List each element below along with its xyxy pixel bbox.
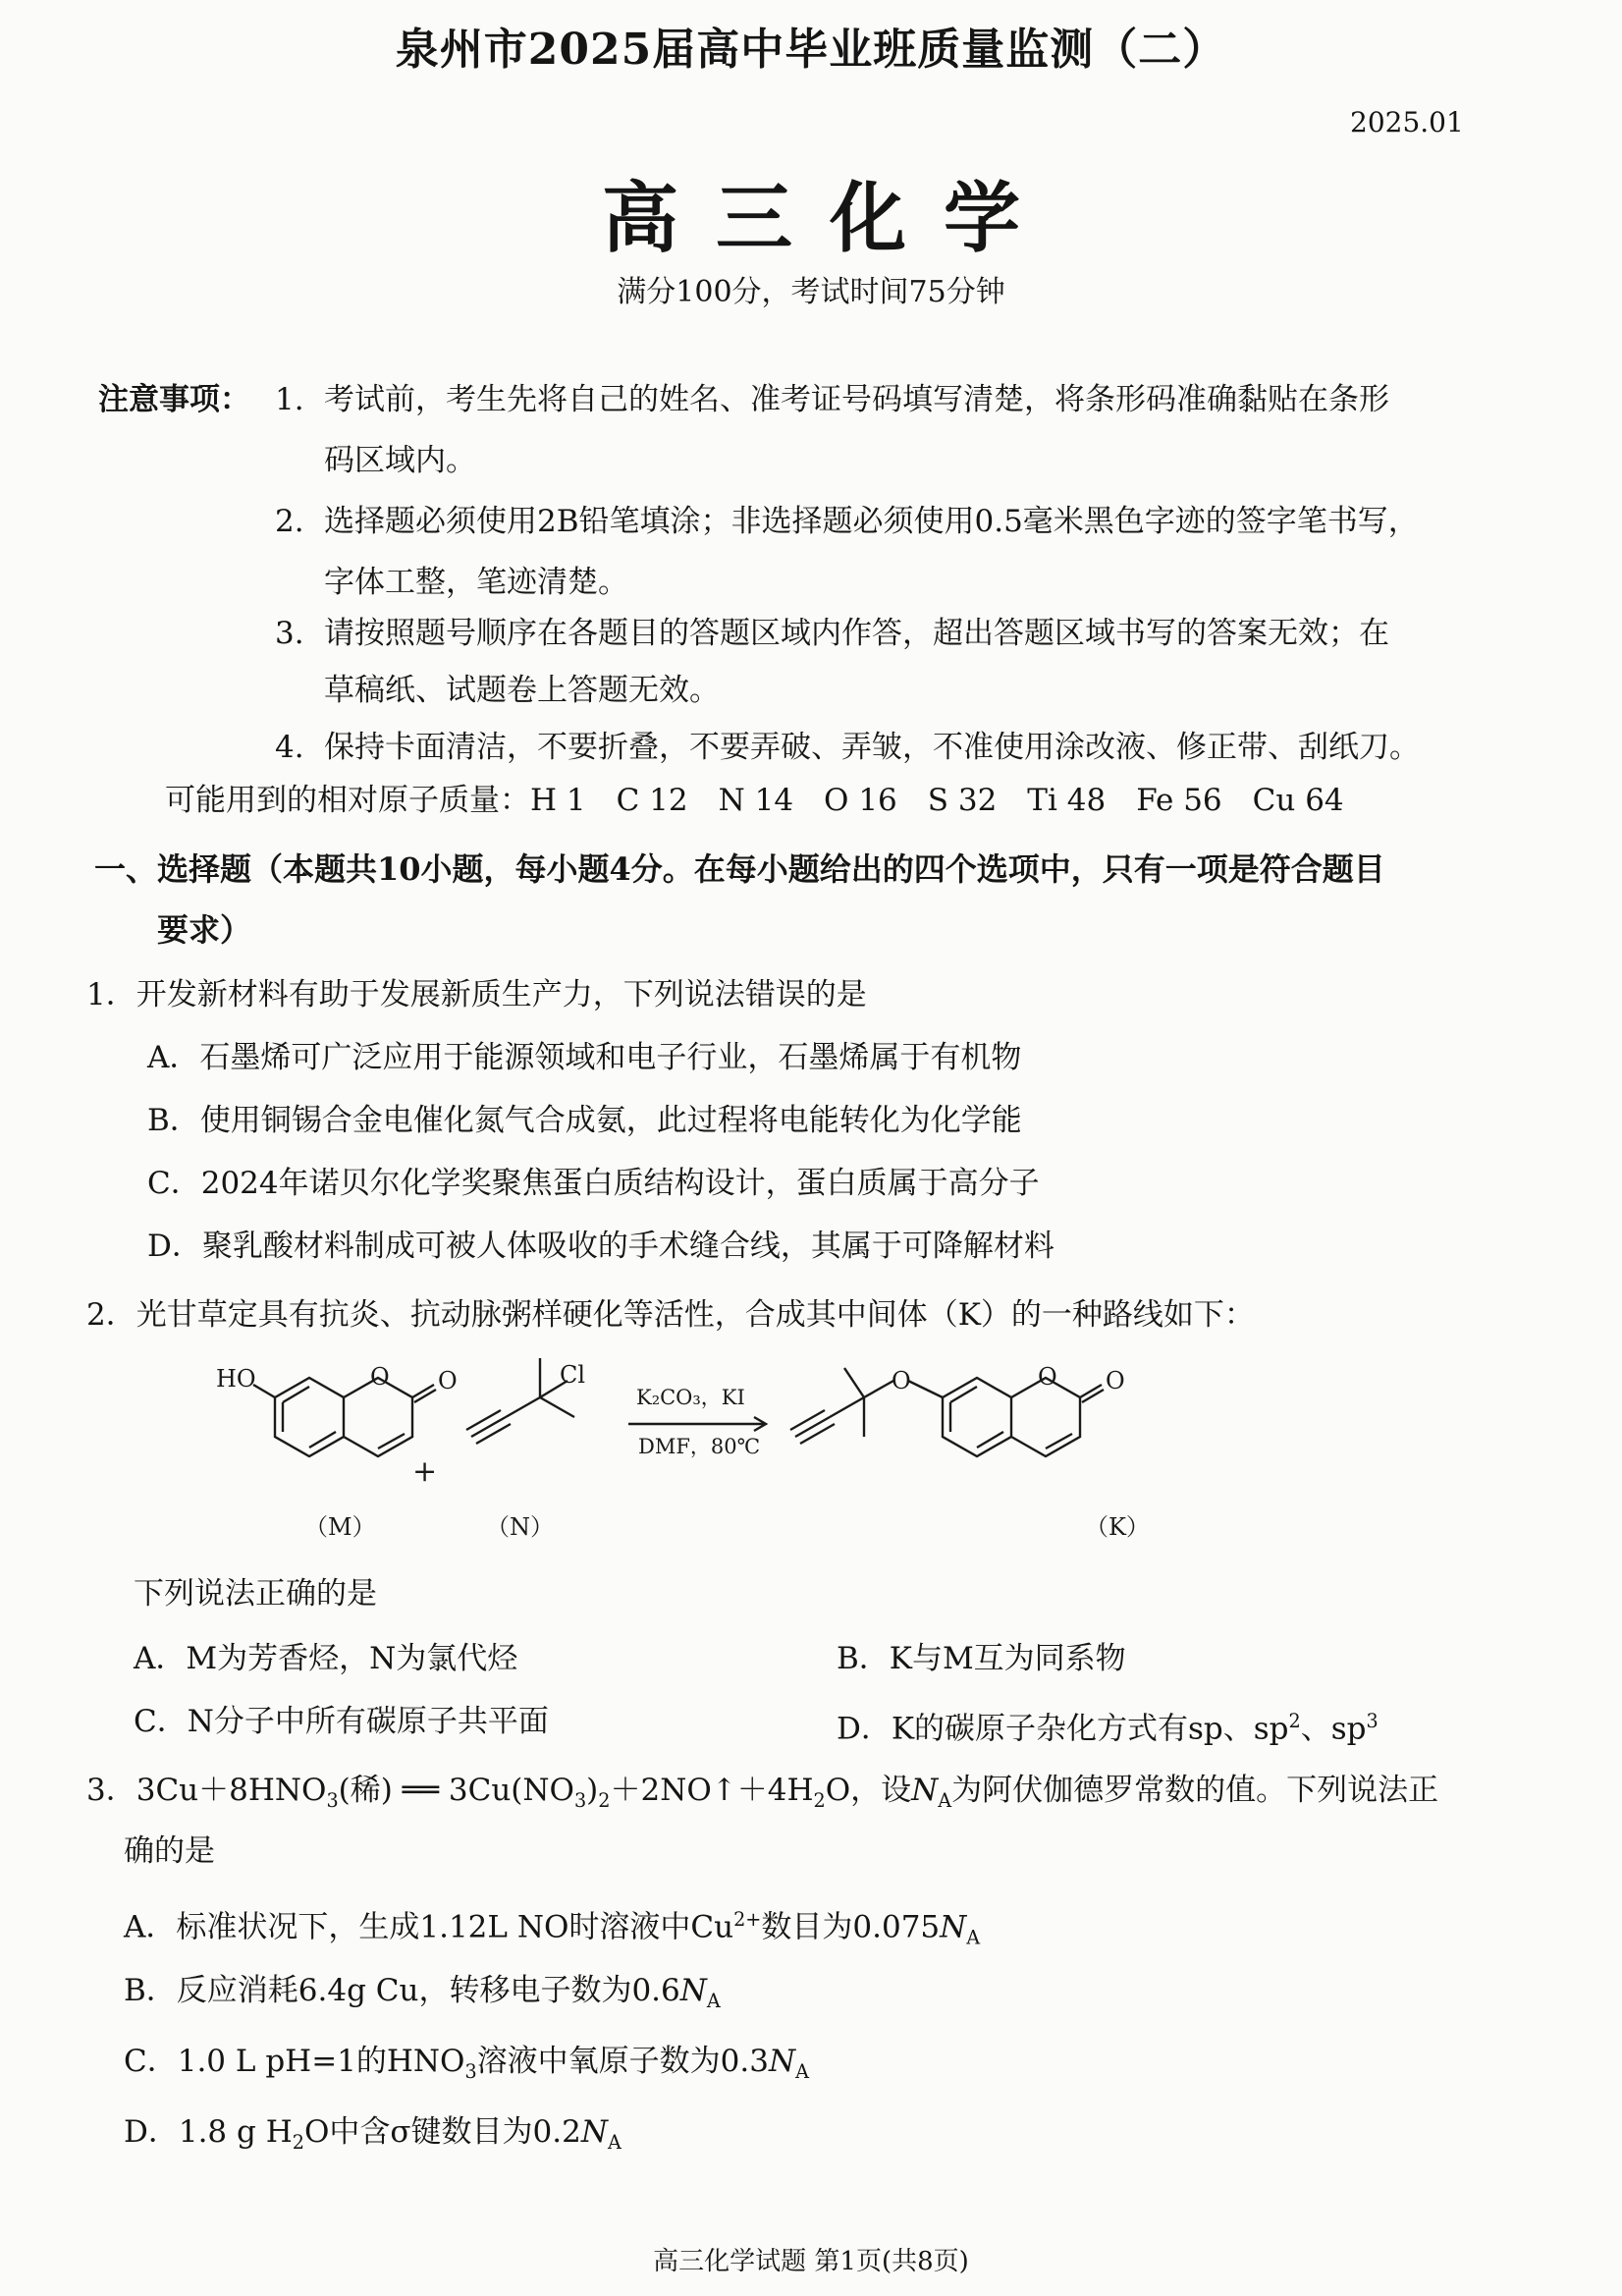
section-heading: 一、选择题（本题共10小题，每小题4分。在每小题给出的四个选项中，只有一项是符合题目 <box>94 850 1385 888</box>
q1-option-c: C．2024年诺贝尔化学奖聚焦蛋白质结构设计，蛋白质属于高分子 <box>147 1166 1040 1201</box>
q1-option-d: D．聚乳酸材料制成可被人体吸收的手术缝合线，其属于可降解材料 <box>147 1229 1054 1264</box>
q2-reaction-scheme <box>216 1343 1414 1569</box>
note-2-num: 2. <box>275 504 304 539</box>
q2-option-a: A．M为芳香烃，N为氯代烃 <box>134 1641 518 1676</box>
label-m: （M） <box>304 1513 376 1541</box>
condition-top: K₂CO₃，KI <box>636 1386 745 1409</box>
q2-option-d: D．K的碳原子杂化方式有sp、$sp^2$、$sp^3$ <box>837 1710 1379 1747</box>
q3-option-d: D．1.8 g $H_2O$中含σ键数目为$0.2N_A$ <box>124 2114 622 2155</box>
q2-stem: 2．光甘草定具有抗炎、抗动脉粥样硬化等活性，合成其中间体（K）的一种路线如下： <box>86 1297 1255 1333</box>
q1-option-b: B．使用铜锡合金电催化氮气合成氨，此过程将电能转化为化学能 <box>147 1103 1022 1138</box>
q3-option-a: A．标准状况下，生成1.12L NO时溶液中$Cu^{2+}$数目为$0.075N_A$ <box>124 1908 981 1949</box>
notes-label: 注意事项： <box>98 382 250 417</box>
q1-stem: 1．开发新材料有助于发展新质生产力，下列说法错误的是 <box>86 977 867 1012</box>
note-3-line2: 草稿纸、试题卷上答题无效。 <box>324 673 720 708</box>
page-footer: 高三化学试题 第1页(共8页) <box>653 2247 969 2276</box>
m-ring-oxygen: O <box>370 1363 390 1391</box>
note-4-line1: 保持卡面清洁，不要折叠，不要弄破、弄皱，不准使用涂改液、修正带、刮纸刀。 <box>324 730 1420 765</box>
k-carbonyl-oxygen: O <box>1106 1367 1125 1394</box>
q3-stem: 3．$3Cu+8HNO_3$(稀) ══ $3Cu(NO_3)_2+2NO↑+4H_2O$，设$N_A$为阿伏伽德罗常数的值。下列说法正 <box>86 1773 1439 1813</box>
k-ether-oxygen: O <box>892 1367 911 1394</box>
q1-option-a: A．石墨烯可广泛应用于能源领域和电子行业，石墨烯属于有机物 <box>147 1040 1022 1075</box>
q2-prompt: 下列说法正确的是 <box>134 1576 377 1612</box>
condition-bottom: DMF，80℃ <box>638 1435 761 1458</box>
k-ring-oxygen: O <box>1038 1363 1057 1391</box>
note-1-num: 1. <box>275 382 304 417</box>
exam-title: 泉州市2025届高中毕业班质量监测（二） <box>395 25 1227 75</box>
k-alkyne-bond <box>795 1417 830 1437</box>
label-k: （K） <box>1085 1513 1150 1541</box>
note-3-num: 3. <box>275 616 304 651</box>
score-time: 满分100分，考试时间75分钟 <box>617 275 1005 309</box>
q3-option-b: B．反应消耗6.4g Cu，转移电子数为$0.6N_A$ <box>124 1973 721 2013</box>
q3-option-c: C．1.0 L pH=1的$HNO_3$溶液中氧原子数为$0.3N_A$ <box>124 2044 809 2084</box>
atomic-masses: 可能用到的相对原子质量：H 1 C 12 N 14 O 16 S 32 Ti 48 Fe 56 Cu 64 <box>165 783 1344 818</box>
note-3-line1: 请按照题号顺序在各题目的答题区域内作答，超出答题区域书写的答案无效；在 <box>324 616 1389 651</box>
k-benzene-ring <box>943 1378 1011 1456</box>
plus-sign: + <box>412 1454 438 1489</box>
subject-title: 高三化学 <box>601 174 1057 263</box>
n-cl-label: Cl <box>560 1361 586 1389</box>
m-carbonyl-oxygen: O <box>438 1367 458 1394</box>
label-n: （N） <box>486 1513 554 1541</box>
m-benzene-ring <box>275 1378 344 1456</box>
q2-option-b: B．K与M互为同系物 <box>837 1641 1126 1676</box>
note-2-line1: 选择题必须使用2B铅笔填涂；非选择题必须使用0.5毫米黑色字迹的签字笔书写， <box>324 504 1419 539</box>
m-ho-label: HO <box>216 1365 256 1393</box>
exam-date: 2025.01 <box>1350 106 1464 138</box>
note-4-num: 4. <box>275 730 304 765</box>
note-2-line2: 字体工整，笔迹清楚。 <box>324 565 628 600</box>
note-1-line1: 考试前，考生先将自己的姓名、准考证号码填写清楚，将条形码准确黏贴在条形 <box>324 382 1389 417</box>
q2-option-c: C．N分子中所有碳原子共平面 <box>134 1704 549 1739</box>
section-heading-cont: 要求） <box>157 911 252 949</box>
note-1-line2: 码区域内。 <box>324 443 476 478</box>
n-alkyne-bond <box>471 1417 506 1437</box>
q3-stem-cont: 确的是 <box>124 1833 215 1869</box>
n-quaternary-carbon <box>506 1397 540 1417</box>
